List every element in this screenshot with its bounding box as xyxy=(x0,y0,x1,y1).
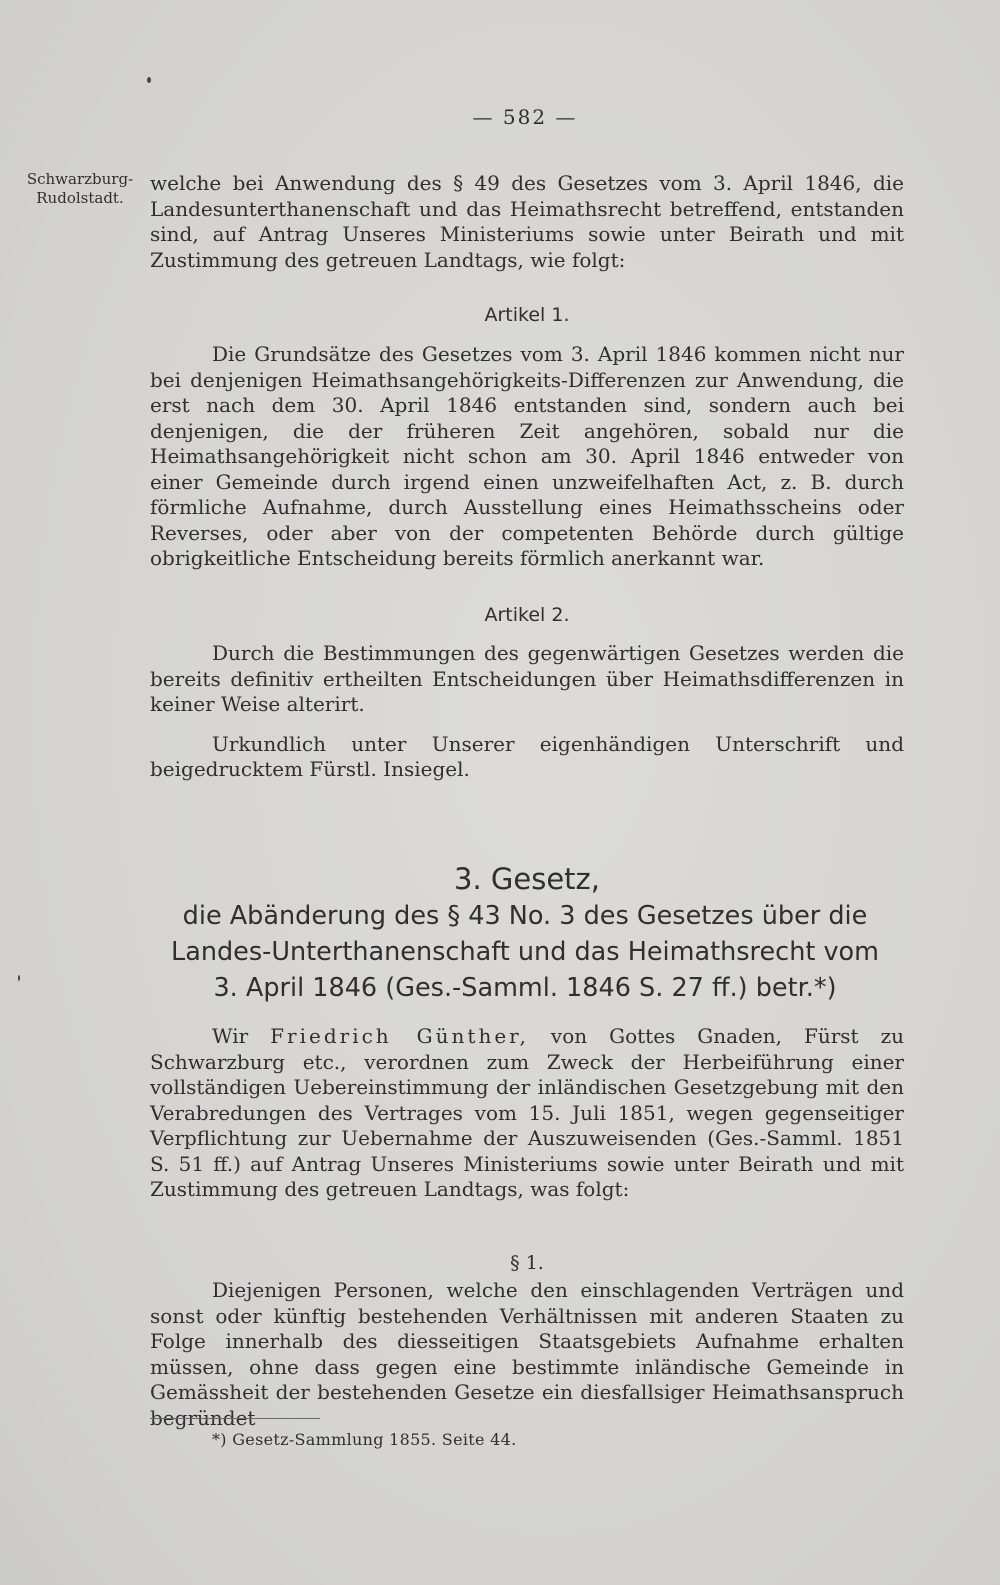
law-title-line-3: 3. April 1846 (Ges.-Samml. 1846 S. 27 ff.) betr.*) xyxy=(213,973,837,1003)
law-title xyxy=(146,898,904,1006)
ink-speck xyxy=(18,975,20,981)
law-preamble xyxy=(150,1024,904,1203)
intro-paragraph xyxy=(150,171,904,273)
law-title-line-1: die Abänderung des § 43 No. 3 des Gesetzes über die xyxy=(182,901,868,931)
section-1-heading: § 1. xyxy=(510,1252,544,1274)
intro-text: welche bei Anwendung des § 49 des Gesetzes vom 3. April 1846, die Landesunterthanenschaft und das Heimathsrecht betreffend, entstanden sind, auf Antrag Unseres Ministeriums sowie unter Beirath und mit Zustimmung des getreuen Landtags, wie folgt: xyxy=(150,171,904,272)
article-1-text: Die Grundsätze des Gesetzes vom 3. April 1846 kommen nicht nur bei denjenigen Heimathsangehörigkeits-Differenzen zur Anwendung, die erst nach dem 30. April 1846 entstanden sind, sondern auch bei denjenigen, die der früheren Zeit angehören, sobald nur die Heimathsangehörigkeit nicht schon am 30. April 1846 entweder von einer Gemeinde durch irgend einen unzweifelhaften Act, z. B. durch förmliche Aufnahme, durch Ausstellung eines Heimathsscheins oder Reverses, oder aber von der competenten Behörde durch gültige obrigkeitliche Entscheidung bereits förmlich anerkannt war. xyxy=(150,342,904,570)
article-2-body xyxy=(150,641,904,783)
page-number: — 582 — xyxy=(472,105,578,129)
article-1-heading: Artikel 1. xyxy=(484,304,570,326)
article-2-heading: Artikel 2. xyxy=(484,604,570,626)
preamble-lead: Wir xyxy=(212,1024,249,1048)
article-2-text: Durch die Bestimmungen des gegenwärtigen Gesetzes werden die bereits definitiv ertheilten Entscheidungen über Heimathsdifferenzen in keiner Weise alterirt. xyxy=(150,641,904,716)
law-number-heading: 3. Gesetz, xyxy=(454,862,600,896)
section-1-body xyxy=(150,1278,904,1431)
ink-speck xyxy=(147,77,151,83)
sovereign-name: Friedrich Günther, xyxy=(270,1024,529,1048)
section-1-text: Diejenigen Personen, welche den einschlagenden Verträgen und sonst oder künftig bestehenden Verhältnissen mit anderen Staaten zu Folge innerhalb des diesseitigen Staatsgebiets Aufnahme erhalten müssen, ohne dass gegen eine bestimmte inländische Gemeinde in Gemässheit der bestehenden Gesetze ein diesfallsiger Heimathsanspruch begründet xyxy=(150,1278,904,1430)
article-1-body xyxy=(150,342,904,572)
footnote-divider xyxy=(150,1418,320,1419)
footnote: *) Gesetz-Sammlung 1855. Seite 44. xyxy=(212,1430,517,1449)
article-2-closing: Urkundlich unter Unserer eigenhändigen Unterschrift und beigedrucktem Fürstl. Insiegel. xyxy=(150,731,904,781)
law-title-line-2: Landes-Unterthanenschaft und das Heimathsrecht vom xyxy=(171,937,879,967)
preamble-rest: von Gottes Gnaden, Fürst zu Schwarzburg etc., verordnen zum Zweck der Herbeiführung einer vollständigen Uebereinstimmung der inländischen Gesetzgebung mit den Verabredungen des Vertrages vom 15. Juli 1851, wegen gegenseitiger Verpflichtung zur Uebernahme der Auszuweisenden (Ges.-Samml. 1851 S. 51 ff.) auf Antrag Unseres Ministeriums sowie unter Beirath und mit Zustimmung des getreuen Landtags, was folgt: xyxy=(150,1024,904,1201)
margin-note: Schwarzburg-Rudolstadt. xyxy=(26,170,134,207)
law-preamble-text xyxy=(150,1024,904,1203)
